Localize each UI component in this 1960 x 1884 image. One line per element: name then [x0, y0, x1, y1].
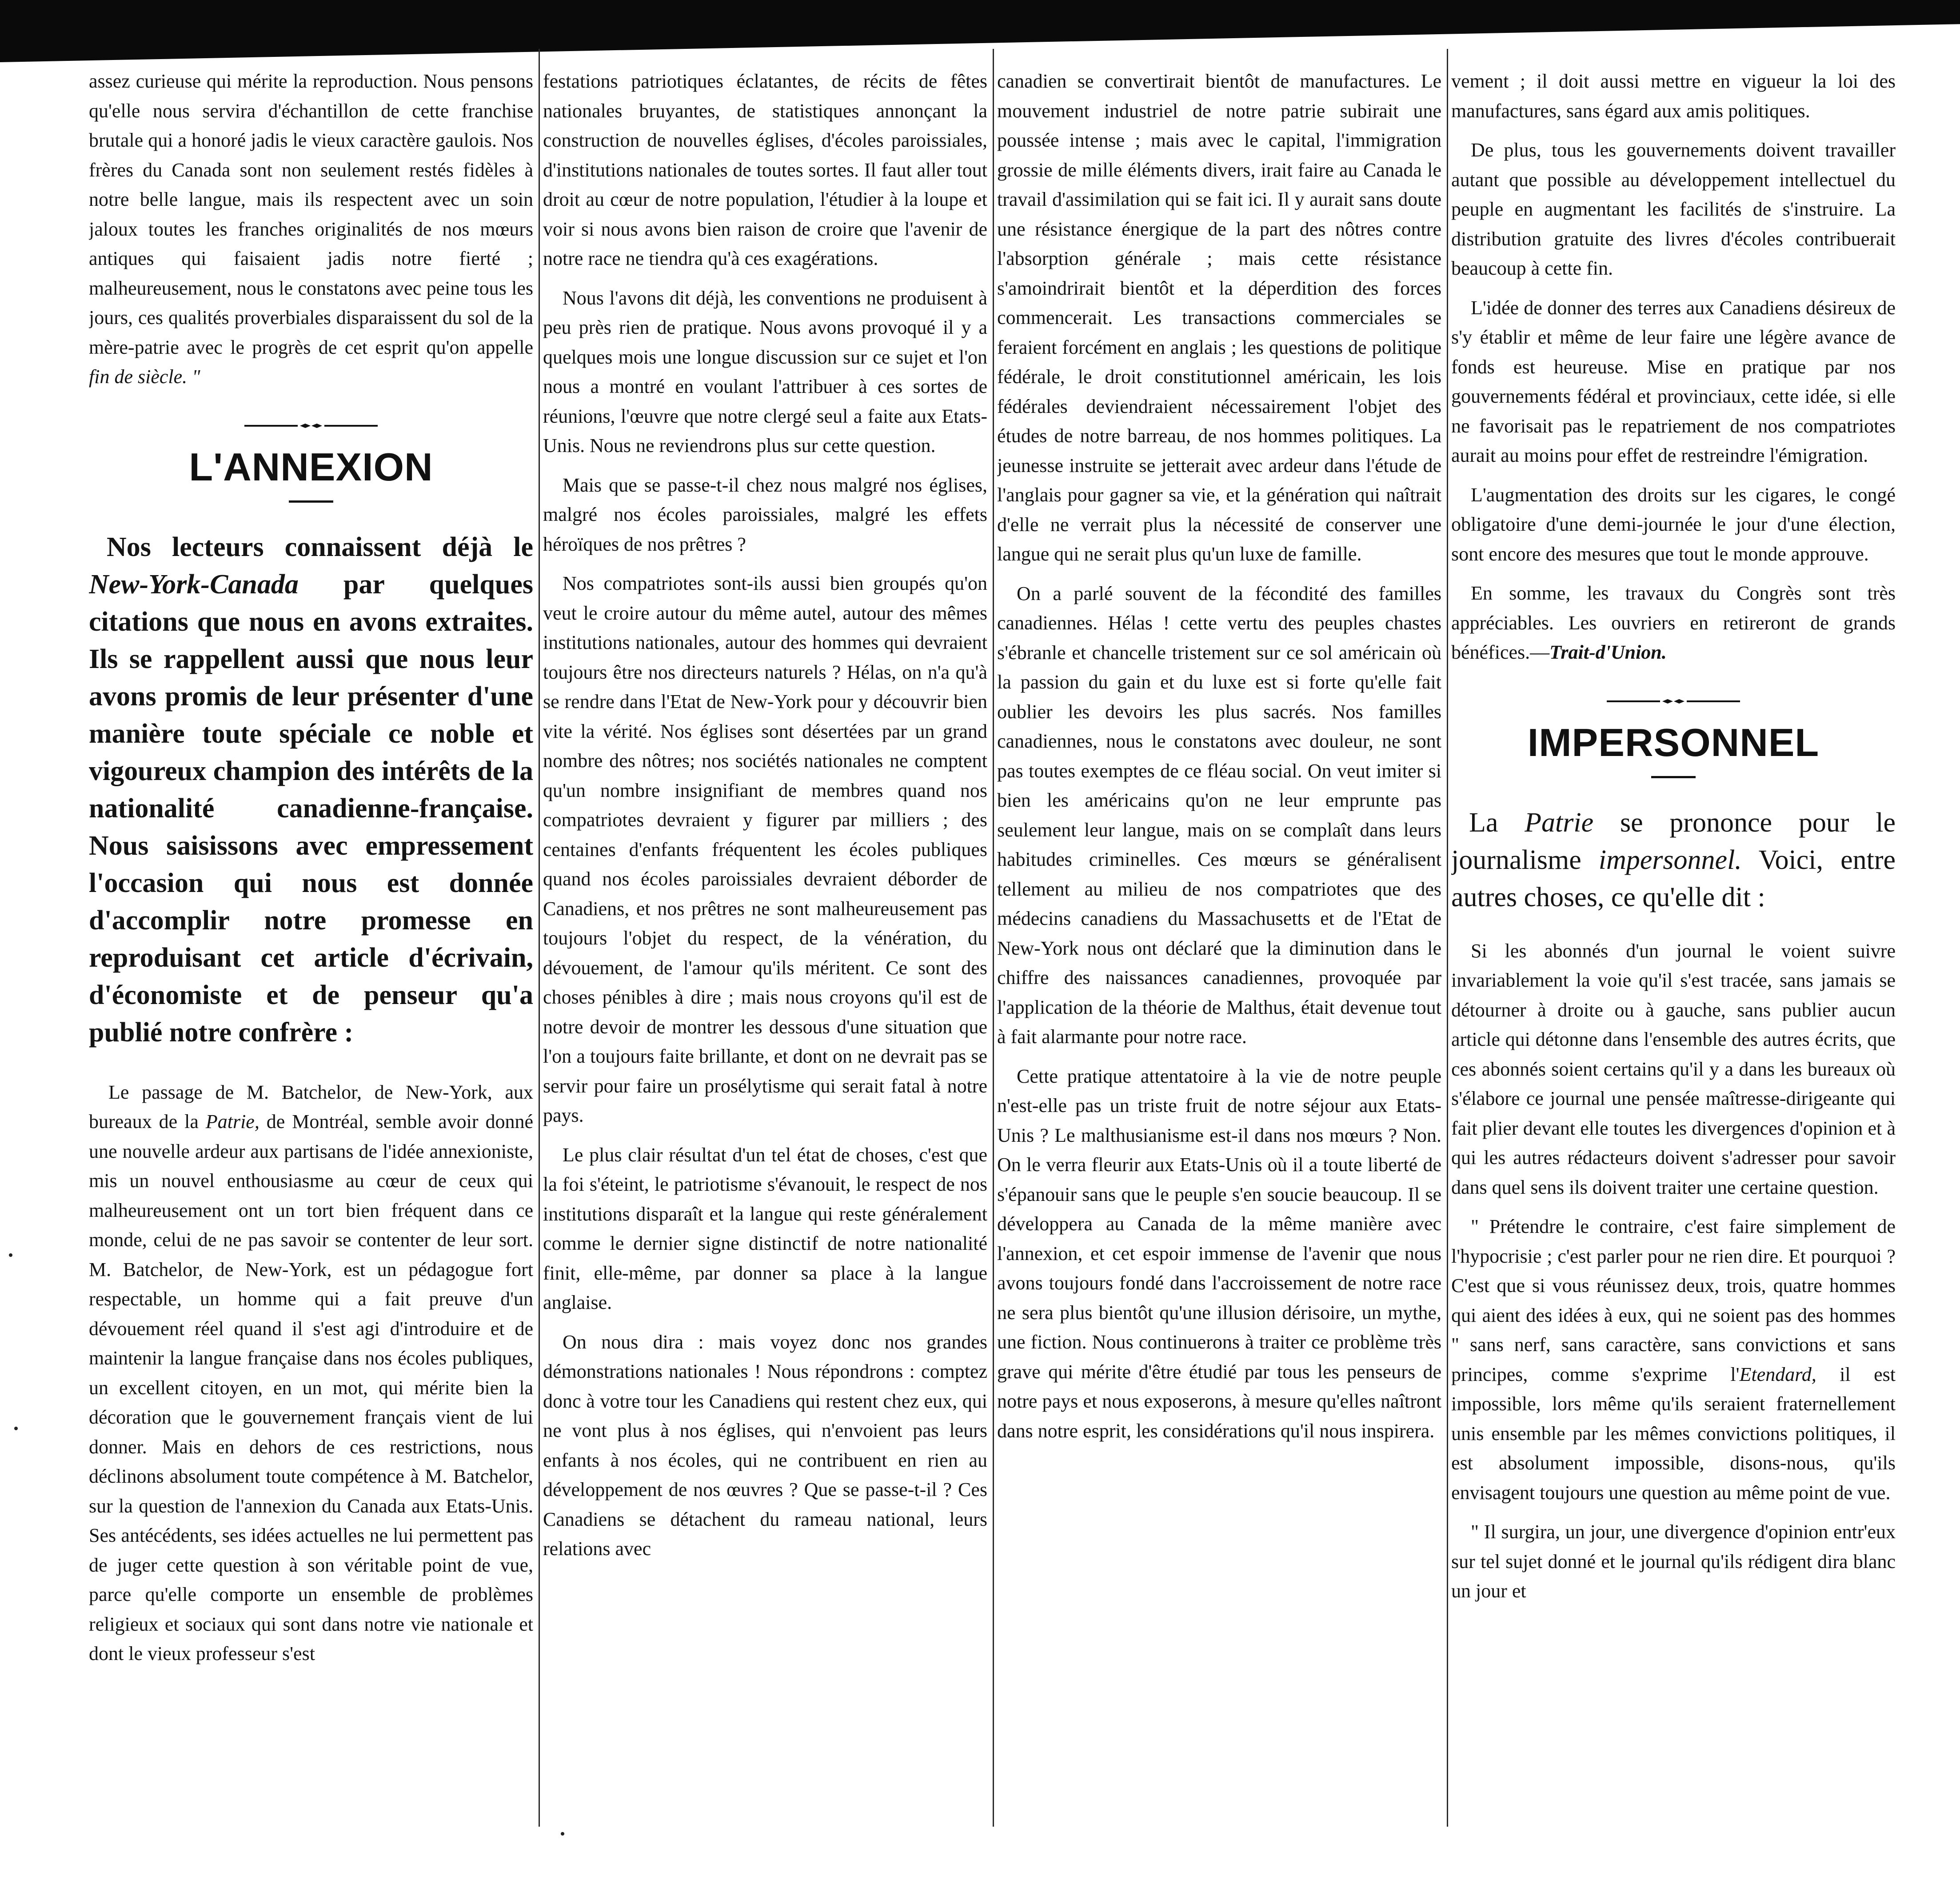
section-ornament-2 [1607, 699, 1740, 704]
headline-impersonnel: IMPERSONNEL [1527, 720, 1820, 764]
column-rule-3 [1447, 49, 1448, 1827]
col4-paragraph-1: vement ; il doit aussi mettre en vigueur la loi des manufactures, sans égard aux amis politiques. [1451, 70, 1896, 122]
headline-underline-2 [1651, 776, 1696, 778]
col2-paragraph-3: Mais que se passe-t-il chez nous malgré nos églises, malgré nos écoles paroissiales, malgré les effets héroïques de nos prêtres ? [543, 474, 987, 555]
col4-paragraph-3: L'idée de donner des terres aux Canadiens désireux de s'y établir et même de leur faire une légère avance de fonds est heureuse. Mise en pratique par nos gouvernements fédéral et provinciaux, cette idée, si elle ne favorisait pas le repatriement de nos compatriotes aurait au moins pour effet de restreindre l'émigration. [1451, 296, 1896, 466]
source-signature: Trait-d'Union. [1549, 641, 1667, 663]
fin-de-siecle-phrase: fin de siècle. " [89, 366, 200, 388]
annexion-intro: Nos lecteurs connaissent déjà le New-York-Canada par quelques citations que nous en avons extraites. Ils se rappellent aussi que nous leur avons promis de leur présenter d'une manière toute spéciale ce noble et vigoureux champion des intérêts de la nationalité canadienne-française. Nous saisissons avec empressement l'occasion qui nous est donnée d'accomplir notre promesse en reproduisant cet article d'écrivain, d'économiste et de penseur qu'a publié notre confrère : [89, 532, 533, 1048]
column-rule-1 [539, 49, 540, 1827]
col3-paragraph-3: Cette pratique attentatoire à la vie de notre peuple n'est-elle pas un triste fruit de notre séjour aux Etats-Unis ? Le malthusianisme est-il dans nos mœurs ? Non. On le verra fleurir aux Etats-Unis où il a toute liberté de s'épanouir sans que le peuple s'en soucie beaucoup. Il se développera au Canada de la même manière avec l'annexion, et cet espoir immense de l'avenir que nous avons toujours fondé dans l'accroissement de notre race ne sera plus bientôt qu'une illusion dérisoire, un mythe, une fiction. Nous continuerons à traiter ce problème très grave qui mérite d'être étudié par tous les penseurs de notre pays et nous exposerons, à mesure qu'elles naîtront dans notre esprit, les considérations qu'il nous inspirera. [997, 1065, 1441, 1442]
col4-closing: En somme, les travaux du Congrès sont très appréciables. Les ouvriers en retireront de grands bénéfices.—Trait-d'Union. [1451, 582, 1896, 663]
column-2 [543, 67, 987, 1844]
column-rule-2 [993, 49, 994, 1827]
col3-paragraph-2: On a parlé souvent de la fécondité des familles canadiennes. Hélas ! cette vertu des peuples chastes s'ébranle et chancelle tristement sur ce sol américain où la passion du gain et du luxe est si forte qu'elle fait oublier les devoirs les plus sacrés. Nos familles canadiennes, nous le constatons avec douleur, ne sont pas toutes exemptes de ce fléau social. On veut imiter si bien les américains qu'on ne leur emprunte pas seulement leur langue, mais on se complaît dans leurs habitudes criminelles. Ces mœurs se généralisent tellement au milieu de nos compatriotes que des médecins canadiens du Massachusetts et de l'Etat de New-York nous ont déclaré que la diminution dans le chiffre des naissances canadiennes, provoquée par l'application de la théorie de Malthus, était devenue tout à fait alarmante pour notre race. [997, 582, 1441, 1048]
col4-paragraph-2: De plus, tous les gouvernements doivent travailler autant que possible au développement intellectuel du peuple en augmentant les facilités de s'instruire. La distribution gratuite des livres d'écoles contribuerait beaucoup à cette fin. [1451, 139, 1896, 279]
scan-speck [561, 1832, 564, 1836]
col3-paragraph-1: canadien se convertirait bientôt de manufactures. Le mouvement industriel de notre patrie subirait une poussée intense ; mais avec le capital, l'immigration grossie de mille éléments divers, irait faire au Canada le travail d'assimilation qui se fait ici. Il y aurait sans doute une résistance énergique de la part des nôtres contre l'absorption générale ; mais cette résistance s'amoindrirait bientôt et la déperdition des forces commencerait. Les transactions commerciales se feraient forcément en anglais ; les questions de politique fédérale, le droit constitutionnel américain, les lois fédérales deviendraient nécessairement l'objet des études de notre barreau, de nos hommes politiques. La jeunesse instruite se jetterait avec ardeur dans l'étude de l'anglais pour gagner sa vie, et la génération qui naîtrait d'elle ne verrait plus la nécessité de conserver une langue qui ne serait plus qu'un luxe de famille. [997, 70, 1441, 565]
col1-paragraph-1: assez curieuse qui mérite la reproduction. Nous pensons qu'elle nous servira d'échantillon de cette franchise brutale qui a honoré jadis le vieux caractère gaulois. Nos frères du Canada sont non seulement restés fidèles à notre belle langue, mais ils respectent avec un soin jaloux toutes les franches originalités de nos mœurs antiques qui faisaient jadis notre fierté ; malheureusement, nous le constatons avec peine tous les jours, ces qualités proverbiales disparaissent du sol de la mère-patrie avec le progrès de cet esprit qu'on appelle fin de siècle. " [89, 70, 533, 388]
impersonnel-body-1: Si les abonnés d'un journal le voient suivre invariablement la voie qu'il s'est tracée, sans jamais se détourner à droite ou à gauche, sans publier aucun article qui détonne dans l'ensemble des autres écrits, que ces abonnés soient certains qu'il y a dans les bureaux où s'élabore ce journal une pensée maîtresse-dirigeante qui fait plier devant elle toutes les divergences d'opinion et à qui les autres rédacteurs doivent s'adresser pour savoir dans quel sens ils doivent traiter une certaine question. [1451, 940, 1896, 1198]
column-3 [997, 67, 1441, 1844]
col2-paragraph-5: Le plus clair résultat d'un tel état de choses, c'est que la foi s'éteint, le patriotisme s'évanouit, le respect de nos institutions disparaît et la langue qui reste généralement comme le dernier signe distinctif de notre nationalité finit, elle-même, par donner sa place à la langue anglaise. [543, 1144, 987, 1313]
etendard-name: Etendard, [1739, 1363, 1816, 1385]
column-4 [1451, 67, 1896, 1844]
section-ornament [244, 423, 378, 428]
scan-speck [9, 1253, 12, 1257]
column-1 [89, 67, 533, 1844]
headline-underline [289, 500, 333, 503]
col2-paragraph-1: festations patriotiques éclatantes, de récits de fêtes nationales bruyantes, de statistiques annonçant la construction de nouvelles églises, d'écoles paroissiales, d'institutions nationales de toutes sortes. Il faut aller tout droit au cœur de notre population, l'étudier à la loupe et voir si nous avons bien raison de croire que l'avenir de notre race ne tiendra qu'à ces exagérations. [543, 70, 987, 269]
col4-paragraph-4: L'augmentation des droits sur les cigares, le congé obligatoire d'une demi-journée le jour d'une élection, sont encore des mesures que tout le monde approuve. [1451, 484, 1896, 565]
impersonnel-intro: La Patrie se prononce pour le journalisme impersonnel. Voici, entre autres choses, ce qu'elle dit : [1451, 807, 1896, 912]
scan-speck [14, 1427, 18, 1430]
col2-paragraph-6: On nous dira : mais voyez donc nos grandes démonstrations nationales ! Nous répondrons : comptez donc à votre tour les Canadiens qui restent chez eux, qui ne vont plus à nos églises, qui n'envoient pas leurs enfants à nos écoles, qui ne contribuent en rien au développement de nos œuvres ? Que se passe-t-il ? Ces Canadiens se détachent du rameau national, leurs relations avec [543, 1331, 987, 1560]
annexion-body: Le passage de M. Batchelor, de New-York, aux bureaux de la Patrie, de Montréal, semble avoir donné une nouvelle ardeur aux partisans de l'idée annexioniste, mis un nouvel enthousiasme au cœur de ceux qui malheureusement ont un tort bien fréquent dans ce monde, celui de ne pas savoir se contenter de leur sort. M. Batchelor, de New-York, est un pédagogue fort respectable, un homme qui a fait preuve d'un dévouement réel quand il s'est agi d'introduire et de maintenir la langue française dans nos écoles publiques, un excellent citoyen, en un mot, qui mérite bien la décoration que le gouvernement français vient de lui donner. Mais en dehors de ces restrictions, nous déclinons absolument toute compétence à M. Batchelor, sur la question de l'annexion du Canada aux Etats-Unis. Ses antécédents, ses idées actuelles ne lui permettent pas de juger cette question à son véritable point de vue, parce qu'elle comporte un ensemble de problèmes religieux et sociaux qui sont dans notre vie nationale et dont le vieux professeur s'est [89, 1081, 533, 1664]
impersonnel-body-2: " Prétendre le contraire, c'est faire simplement de l'hypocrisie ; c'est parler pour ne rien dire. Et pourquoi ? C'est que si vous réunissez deux, trois, quatre hommes qui aient des idées à eux, qui ne soient pas des hommes " sans nerf, sans caractère, sans convictions et sans principes, comme s'exprime l'Etendard, il est impossible, lors même qu'ils seraient fraternellement unis ensemble par les mêmes convictions politiques, il est absolument impossible, disons-nous, qu'ils envisagent toujours une question au même point de vue. [1451, 1216, 1896, 1504]
impersonnel-body-3: " Il surgira, un jour, une divergence d'opinion entr'eux sur tel sujet donné et le journal qu'ils rédigent dira blanc un jour et [1451, 1521, 1896, 1602]
patrie-name-2: Patrie [1525, 807, 1594, 838]
col2-paragraph-2: Nous l'avons dit déjà, les conventions ne produisent à peu près rien de pratique. Nous avons provoqué il y a quelques mois une longue discussion sur ce sujet et l'on nous a montré en voulant l'attribuer à ces sortes de réunions, l'œuvre que notre clergé seul a faite aux Etats-Unis. Nous ne reviendrons plus sur cette question. [543, 287, 987, 456]
impersonnel-word: impersonnel. [1598, 844, 1742, 875]
headline-annexion: L'ANNEXION [189, 444, 433, 489]
newspaper-name: New-York-Canada [89, 569, 299, 600]
patrie-name: Patrie, [205, 1111, 259, 1132]
col2-paragraph-4: Nos compatriotes sont-ils aussi bien groupés qu'on veut le croire autour du même autel, autour des mêmes institutions nationales, autour des hommes qui devraient toujours être nos directeurs naturels ? Hélas, on n'a qu'à se rendre dans l'Etat de New-York pour y découvrir bien vite la vérité. Nos églises sont désertées par un grand nombre des nôtres; nos sociétés nationales ne comptent qu'un nombre insignifiant de membres quand nos compatriotes devraient y figurer par milliers ; des centaines d'enfants fréquentent les écoles publiques quand nos écoles paroissiales devraient déborder de Canadiens, et nos prêtres ne sont malheureusement pas toujours l'objet du respect, de la vénération, du dévouement, de l'amour qu'ils méritent. Ce sont des choses pénibles à dire ; mais nous croyons qu'il est de notre devoir de montrer les dessous d'une situation que l'on a toujours faite brillante, et dont on ne devrait pas se servir pour faire un prosélytisme qui serait fatal à notre pays. [543, 572, 987, 1126]
